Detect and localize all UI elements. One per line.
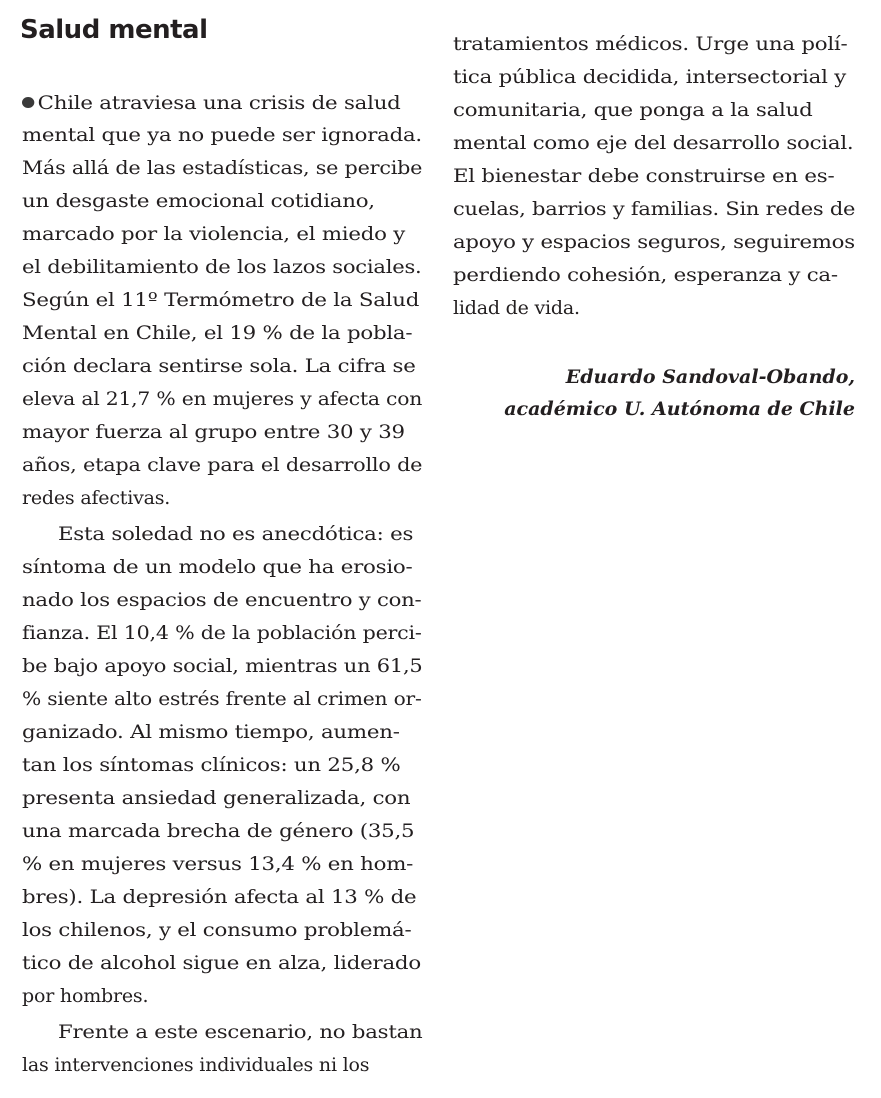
body-line: por hombres.	[22, 985, 149, 1007]
body-line: Frente a este escenario, no bastan	[58, 1021, 423, 1043]
body-line: perdiendo cohesión, esperanza y ca-	[453, 264, 838, 286]
body-line: el debilitamiento de los lazos sociales.	[22, 256, 422, 278]
body-line: fianza. El 10,4 % de la población perci-	[22, 622, 422, 644]
article-headline: Salud mental	[20, 15, 208, 45]
body-line: ganizado. Al mismo tiempo, aumen-	[22, 721, 400, 743]
body-line: ción declara sentirse sola. La cifra se	[22, 355, 416, 377]
body-line: apoyo y espacios seguros, seguiremos	[453, 231, 855, 253]
author-affiliation: académico U. Autónoma de Chile	[504, 398, 855, 420]
body-line: Mental en Chile, el 19 % de la pobla-	[22, 322, 413, 344]
body-line: El bienestar debe construirse en es-	[453, 165, 835, 187]
body-line: un desgaste emocional cotidiano,	[22, 190, 375, 212]
body-line: mayor fuerza al grupo entre 30 y 39	[22, 421, 405, 443]
body-line: Según el 11º Termómetro de la Salud	[22, 289, 420, 311]
body-line: Esta soledad no es anecdótica: es	[58, 523, 414, 545]
body-line: % siente alto estrés frente al crimen or-	[22, 688, 422, 710]
author-name: Eduardo Sandoval-Obando,	[565, 366, 855, 388]
body-line: tico de alcohol sigue en alza, liderado	[22, 952, 421, 974]
body-line: be bajo apoyo social, mientras un 61,5	[22, 655, 423, 677]
body-line: tratamientos médicos. Urge una polí-	[453, 33, 848, 55]
body-line-text: Chile atraviesa una crisis de salud	[37, 92, 401, 114]
body-line: presenta ansiedad generalizada, con	[22, 787, 411, 809]
body-line	[22, 87, 401, 119]
body-line: comunitaria, que ponga a la salud	[453, 99, 813, 121]
body-line: los chilenos, y el consumo problemá-	[22, 919, 412, 941]
body-line: síntoma de un modelo que ha erosio-	[22, 556, 413, 578]
body-line: nado los espacios de encuentro y con-	[22, 589, 422, 611]
body-line: años, etapa clave para el desarrollo de	[22, 454, 423, 476]
body-line: cuelas, barrios y familias. Sin redes de	[453, 198, 856, 220]
body-line: Más allá de las estadísticas, se percibe	[22, 157, 423, 179]
body-line: mental que ya no puede ser ignorada.	[22, 124, 422, 146]
body-line: una marcada brecha de género (35,5	[22, 820, 415, 842]
body-line: tan los síntomas clínicos: un 25,8 %	[22, 754, 401, 776]
body-line: % en mujeres versus 13,4 % en hom-	[22, 853, 414, 875]
body-line: eleva al 21,7 % en mujeres y afecta con	[22, 388, 423, 410]
body-line: marcado por la violencia, el miedo y	[22, 223, 406, 245]
body-line: las intervenciones individuales ni los	[22, 1054, 370, 1076]
body-line: mental como eje del desarrollo social.	[453, 132, 854, 154]
bullet-icon	[22, 97, 34, 108]
body-line: lidad de vida.	[453, 297, 580, 319]
body-line: tica pública decidida, intersectorial y	[453, 66, 847, 88]
body-line: redes afectivas.	[22, 487, 171, 509]
body-line: bres). La depresión afecta al 13 % de	[22, 886, 417, 908]
